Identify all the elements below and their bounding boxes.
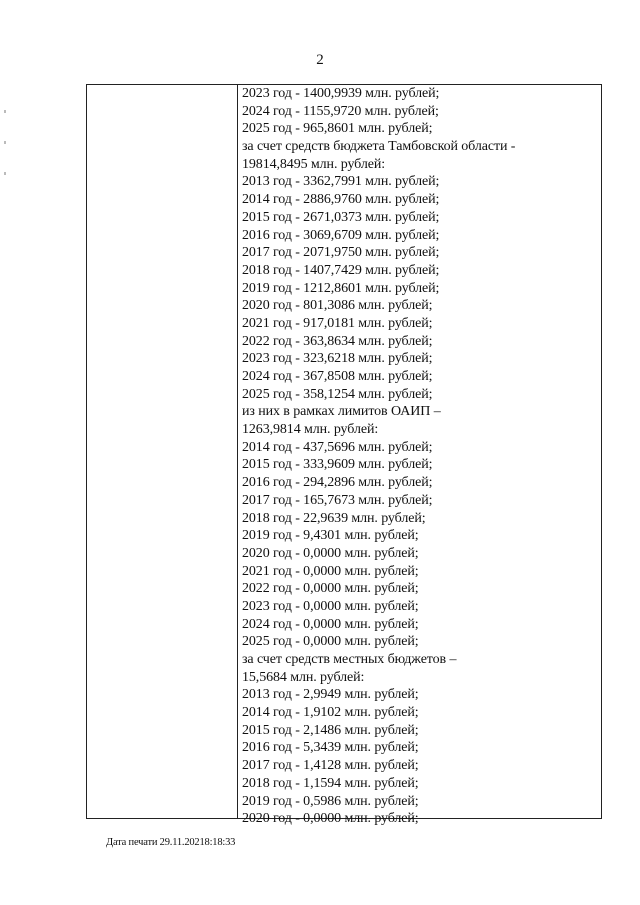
table-line: 2022 год - 0,0000 млн. рублей; xyxy=(242,581,419,597)
table-line: 2014 год - 437,5696 млн. рублей; xyxy=(242,439,433,455)
table-line: 2021 год - 917,0181 млн. рублей; xyxy=(242,315,433,331)
table-line: 2023 год - 323,6218 млн. рублей; xyxy=(242,351,433,367)
table-line: 2017 год - 1,4128 млн. рублей; xyxy=(242,758,419,774)
print-date-footer: Дата печати 29.11.20218:18:33 xyxy=(106,837,236,848)
table-line: 2021 год - 0,0000 млн. рублей; xyxy=(242,563,419,579)
table-line: 2024 год - 367,8508 млн. рублей; xyxy=(242,369,433,384)
scan-mark xyxy=(4,141,6,144)
page-number: 2 xyxy=(316,52,324,68)
table-line: 2015 год - 2,1486 млн. рублей; xyxy=(242,722,419,738)
table-line: за счет средств местных бюджетов – xyxy=(242,652,457,667)
table-line: 2013 год - 3362,7991 млн. рублей; xyxy=(242,174,440,190)
table-line: 2017 год - 165,7673 млн. рублей; xyxy=(242,492,433,508)
scan-edge-marks xyxy=(4,110,7,210)
table-line: 19814,8495 млн. рублей: xyxy=(242,156,386,172)
table-line: 2022 год - 363,8634 млн. рублей; xyxy=(242,333,433,349)
table-line: 2014 год - 1,9102 млн. рублей; xyxy=(242,705,419,721)
table-line: 2018 год - 1407,7429 млн. рублей; xyxy=(242,262,440,278)
table-line: 2016 год - 5,3439 млн. рублей; xyxy=(242,740,419,756)
table-line: 2015 год - 333,9609 млн. рублей; xyxy=(242,457,433,473)
financing-table xyxy=(86,84,602,827)
table-line: 2015 год - 2671,0373 млн. рублей; xyxy=(242,209,440,225)
table-line: за счет средств бюджета Тамбовской области - xyxy=(242,139,516,155)
table-line: 2019 год - 9,4301 млн. рублей; xyxy=(242,528,419,544)
table-line: 2025 год - 0,0000 млн. рублей; xyxy=(242,634,419,650)
table-line: 15,5684 млн. рублей: xyxy=(242,669,365,685)
table-line: 1263,9814 млн. рублей: xyxy=(242,422,379,438)
table-line: 2019 год - 0,5986 млн. рублей; xyxy=(242,793,419,809)
table-line: 2014 год - 2886,9760 млн. рублей; xyxy=(242,192,440,208)
table-right-cell xyxy=(238,85,601,827)
table-line: 2018 год - 22,9639 млн. рублей; xyxy=(242,510,426,526)
table-line: из них в рамках лимитов ОАИП – xyxy=(242,404,441,420)
table-line: 2016 год - 294,2896 млн. рублей; xyxy=(242,475,433,491)
table-line: 2017 год - 2071,9750 млн. рублей; xyxy=(242,245,440,261)
table-left-cell xyxy=(87,85,238,818)
table-line: 2024 год - 1155,9720 млн. рублей; xyxy=(242,103,439,119)
table-line: 2019 год - 1212,8601 млн. рублей; xyxy=(242,280,440,296)
scan-mark xyxy=(4,172,6,175)
table-line: 2013 год - 2,9949 млн. рублей; xyxy=(242,687,419,703)
table-line: 2020 год - 0,0000 млн. рублей; xyxy=(242,811,419,827)
table-line: 2018 год - 1,1594 млн. рублей; xyxy=(242,775,419,791)
table-line: 2023 год - 0,0000 млн. рублей; xyxy=(242,598,419,614)
table-line: 2025 год - 965,8601 млн. рублей; xyxy=(242,121,433,137)
table-line: 2020 год - 801,3086 млн. рублей; xyxy=(242,298,433,314)
table-line: 2016 год - 3069,6709 млн. рублей; xyxy=(242,227,440,243)
table-line: 2023 год - 1400,9939 млн. рублей; xyxy=(242,86,440,101)
table-line: 2025 год - 358,1254 млн. рублей; xyxy=(242,386,433,402)
scan-mark xyxy=(4,110,6,113)
table-line: 2024 год - 0,0000 млн. рублей; xyxy=(242,616,419,632)
table-line: 2020 год - 0,0000 млн. рублей; xyxy=(242,545,419,561)
